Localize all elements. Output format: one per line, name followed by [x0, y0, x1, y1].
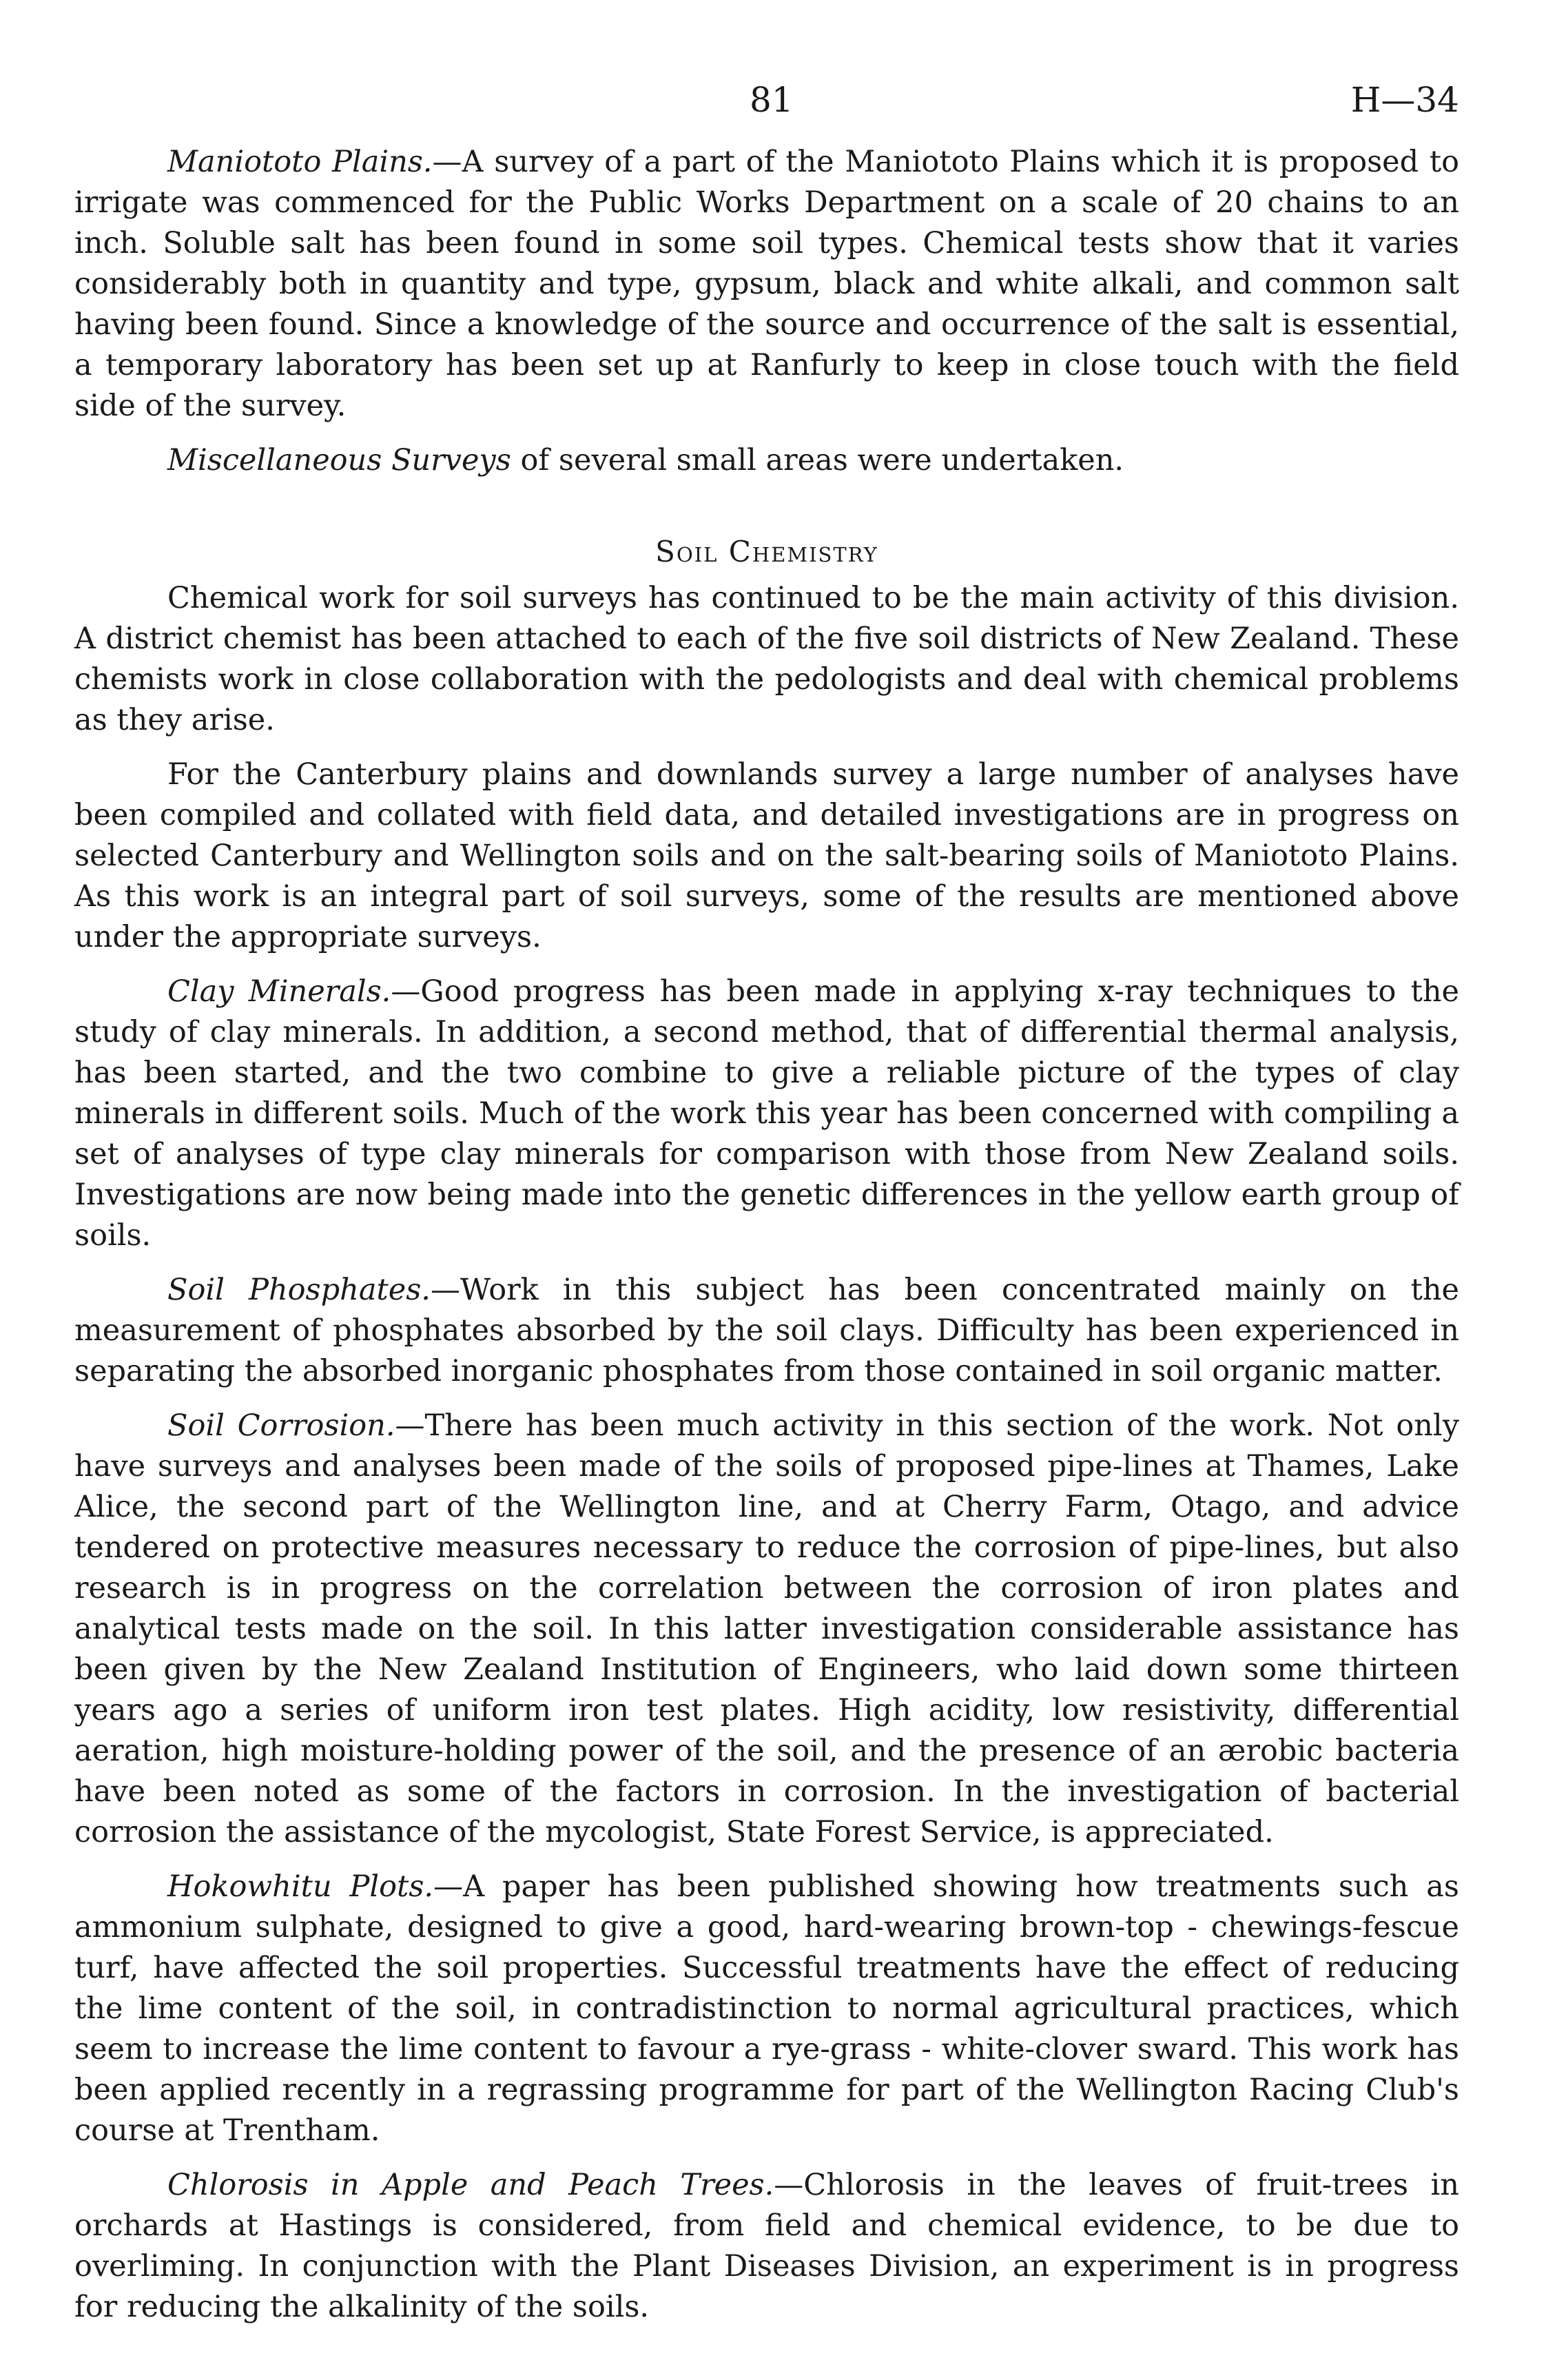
paragraph-canterbury-survey	[74, 755, 1459, 958]
sheet-reference: H—34	[1350, 80, 1459, 120]
paragraph-text: For the Canterbury plains and downlands survey a large number of analyses have been compiled and collated with field data, and detailed investigations are in progress on selected Canterbury and Wellington soils and on the salt-bearing soils of Maniototo Plains. As this work is an integral part of soil surveys, some of the results are mentioned above under the appropriate surveys.	[74, 757, 1459, 954]
page-number: 81	[750, 80, 794, 120]
paragraph-hokowhitu-plots	[74, 1867, 1459, 2151]
document-page	[74, 66, 1459, 2328]
paragraph-chemical-work	[74, 578, 1459, 741]
paragraph-text: —There has been much activity in this section of the work. Not only have surveys and analyses been made of the soils of proposed pipe-lines at Thames, Lake Alice, the second part of the Wellington line, and at Cherry Farm, Otago, and advice tendered on protective measures necessary to reduce the corrosion of pipe-lines, but also research is in progress on the correlation between the corrosion of iron plates and analytical tests made on the soil. In this latter investigation considerable assistance has been given by the New Zealand Institution of Engineers, who laid down some thirteen years ago a series of uniform iron test plates. High acidity, low resistivity, differential aeration, high moisture-holding power of the soil, and the presence of an ærobic bacteria have been noted as some of the factors in corrosion. In the investigation of bacterial corrosion the assistance of the mycologist, State Forest Service, is appreciated.	[74, 1408, 1459, 1849]
paragraph-soil-corrosion	[74, 1406, 1459, 1853]
paragraph-chlorosis	[74, 2165, 1459, 2328]
paragraph-lead: Maniototo Plains.	[167, 145, 433, 179]
paragraph-lead: Soil Phosphates.	[167, 1273, 431, 1307]
paragraph-text: of several small areas were undertaken.	[511, 443, 1124, 478]
paragraph-lead: Chlorosis in Apple and Peach Trees.	[167, 2168, 774, 2202]
page-header	[74, 66, 1459, 142]
paragraph-lead: Hokowhitu Plots.	[167, 1869, 434, 1904]
paragraph-text: —Chlorosis in the leaves of fruit-trees in orchards at Hastings is considered, from field and chemical evidence, to be due to overliming. In conjunction with the Plant Diseases Division, an experiment is in progress for reducing the alkalinity of the soils.	[74, 2168, 1460, 2324]
paragraph-text: —Work in this subject has been concentrated mainly on the measurement of phosphates absorbed by the soil clays. Difficulty has been experienced in separating the absorbed inorganic phosphates from those contained in soil organic matter.	[74, 1273, 1459, 1388]
paragraph-clay-minerals	[74, 972, 1459, 1256]
paragraph-lead: Soil Corrosion.	[167, 1408, 395, 1443]
section-heading-soil-chemistry: Soil Chemistry	[655, 535, 878, 568]
paragraph-lead: Clay Minerals.	[167, 974, 391, 1009]
paragraph-miscellaneous-surveys	[74, 440, 1459, 481]
paragraph-text: —A survey of a part of the Maniototo Plains which it is proposed to irrigate was commenced for the Public Works Department on a scale of 20 chains to an inch. Soluble salt has been found in some soil types. Chemical tests show that it varies considerably both in quantity and type, gypsum, black and white alkali, and common salt having been found. Since a knowledge of the source and occurrence of the salt is essential, a temporary laboratory has been set up at Ranfurly to keep in close touch with the field side of the survey.	[74, 145, 1459, 423]
paragraph-soil-phosphates	[74, 1270, 1459, 1392]
paragraph-text: —A paper has been published showing how treatments such as ammonium sulphate, designed to give a good, hard-wearing brown-top - chewings-fescue turf, have affected the soil properties. Successful treatments have the effect of reducing the lime content of the soil, in contradistinction to normal agricultural practices, which seem to increase the lime content to favour a rye-grass - white-clover sward. This work has been applied recently in a regrassing programme for part of the Wellington Racing Club's course at Trentham.	[74, 1869, 1459, 2148]
paragraph-text: Chemical work for soil surveys has continued to be the main activity of this division. A district chemist has been attached to each of the five soil districts of New Zealand. These chemists work in close collaboration with the pedologists and deal with chemical problems as they arise.	[74, 581, 1459, 737]
paragraph-text: —Good progress has been made in applying x-ray techniques to the study of clay minerals. In addition, a second method, that of differential thermal analysis, has been started, and the two combine to give a reliable picture of the types of clay minerals in different soils. Much of the work this year has been concerned with compiling a set of analyses of type clay minerals for comparison with those from New Zealand soils. Investigations are now being made into the genetic differences in the yellow earth group of soils.	[74, 974, 1459, 1253]
paragraph-maniototo-plains	[74, 142, 1459, 427]
paragraph-lead: Miscellaneous Surveys	[167, 443, 511, 478]
